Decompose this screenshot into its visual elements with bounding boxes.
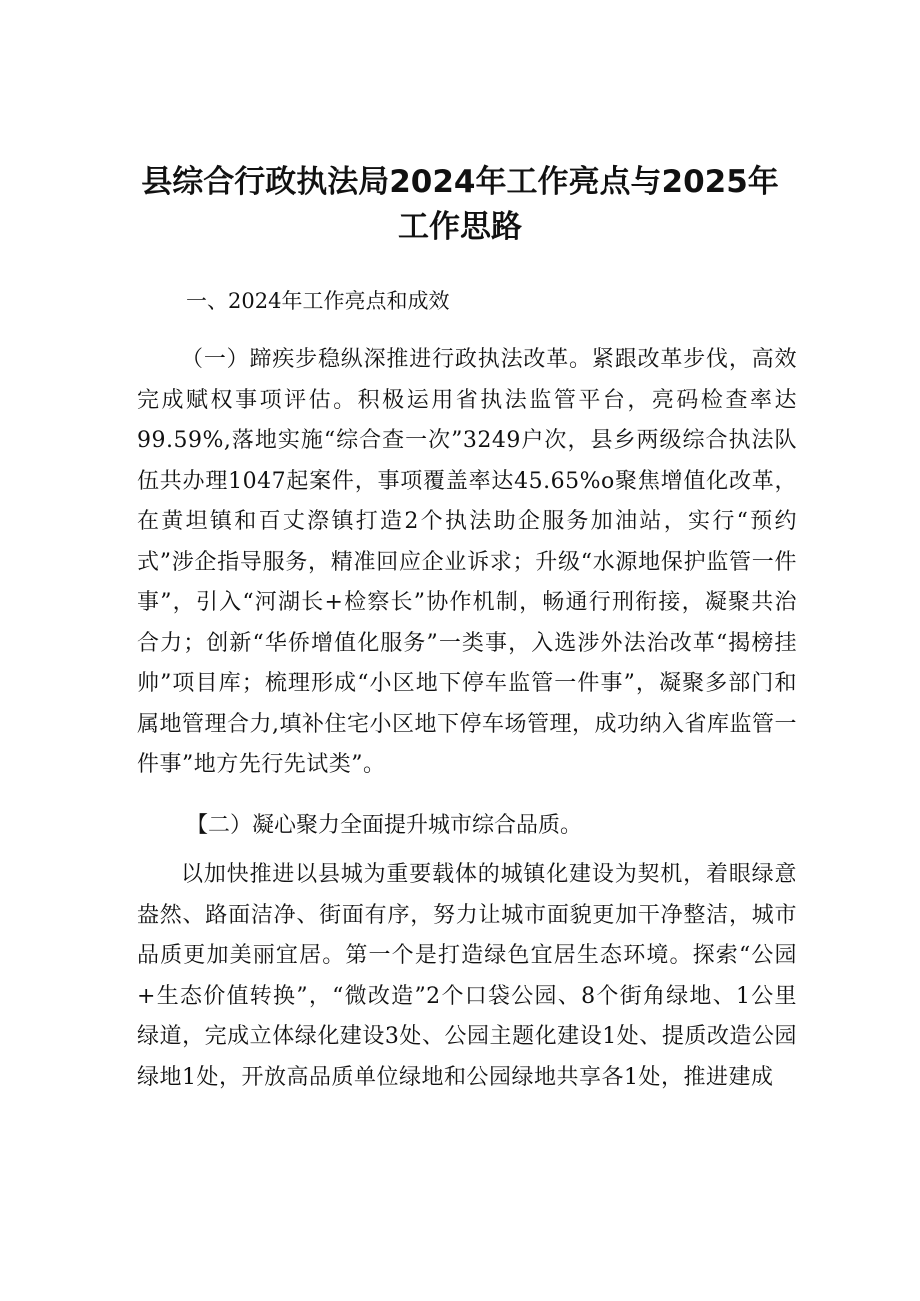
title-line-2: 工作思路 (398, 209, 522, 245)
section-1-heading: 一、2024年工作亮点和成效 (186, 289, 450, 313)
subsection-2-heading: 【二）凝心聚力全面提升城市综合品质。 (186, 813, 583, 838)
paragraph-city-quality: 以加快推进以县城为重要载体的城镇化建设为契机，着眼绿意盎然、路面洁净、街面有序，努力让城市面貌更加干净整洁，城市品质更加美丽宜居。第一个是打造绿色宜居生态环境。探索“公园+生态价值转换”，“微改造”2个口袋公园、8个街角绿地、1公里绿道，完成立体绿化建设3处、公园主题化建设1处、提质改造公园绿地1处，开放高品质单位绿地和公园绿地共享各1处，推进建成 (137, 862, 797, 1090)
paragraph-reform: （一）蹄疾步稳纵深推进行政执法改革。紧跟改革步伐，高效完成赋权事项评估。积极运用省执法监管平台，亮码检查率达99.59%,落地实施“综合查一次”3249户次，县乡两级综合执法队伍共办理1047起案件，事项覆盖率达45.65%o聚焦增值化改革，在黄坦镇和百丈漈镇打造2个执法助企服务加油站，实行“预约式”涉企指导服务，精准回应企业诉求；升级“水源地保护监管一件事”，引入“河湖长+检察长”协作机制，畅通行刑衔接，凝聚共治合力；创新“华侨增值化服务”一类事，入选涉外法治改革“揭榜挂帅”项目库；梳理形成“小区地下停车监管一件事”，凝聚多部门和属地管理合力,填补住宅小区地下停车场管理，成功纳入省库监管一件事”地方先行先试类”。 (137, 347, 797, 777)
title-line-1: 县综合行政执法局2024年工作亮点与2025年 (141, 164, 779, 200)
document-title (100, 160, 820, 250)
